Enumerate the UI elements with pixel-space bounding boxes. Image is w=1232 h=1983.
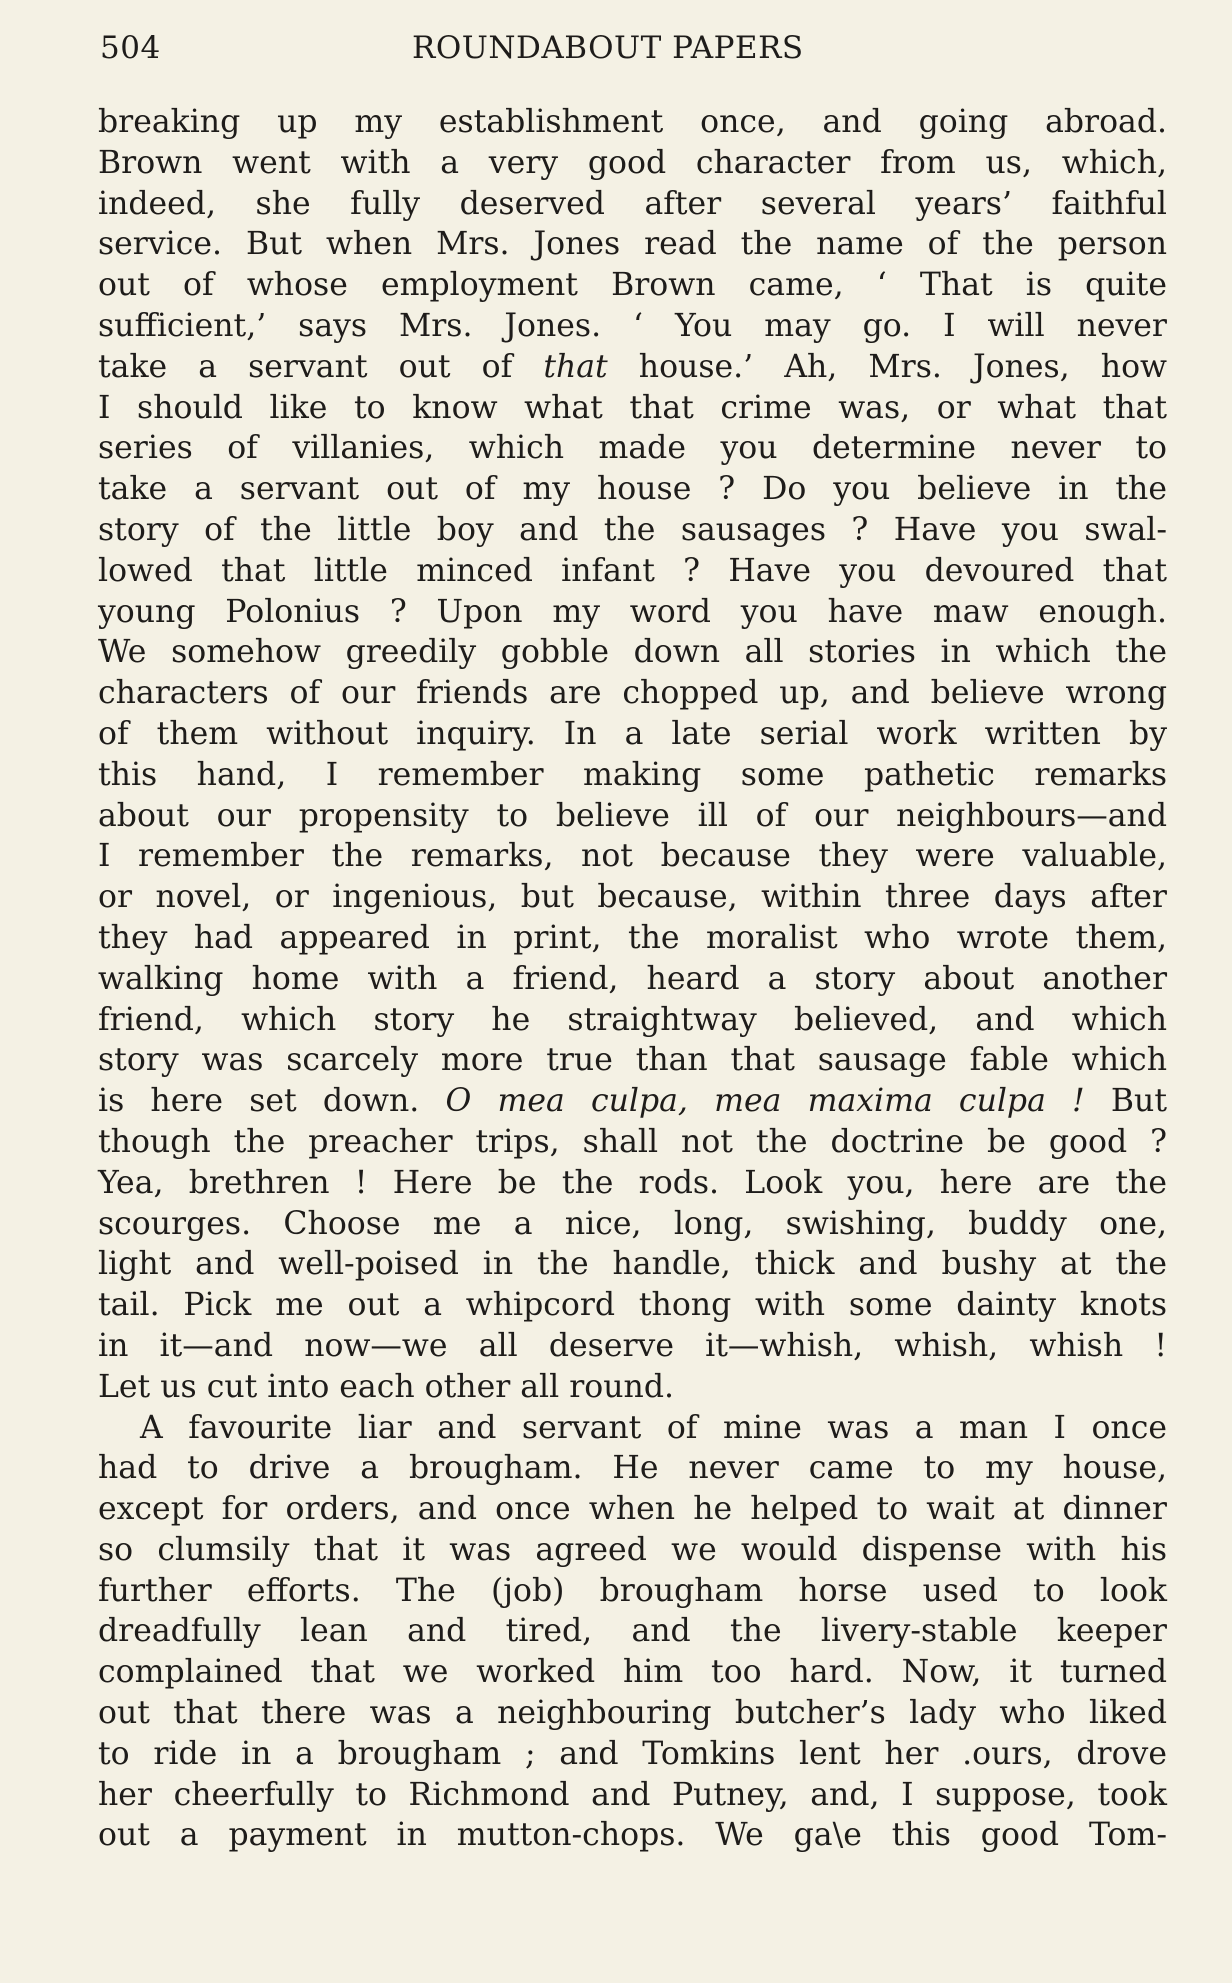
text-line: they had appeared in print, the moralist who wrote them, (98, 919, 1167, 956)
text-line: complained that we worked him too hard. Now, it turned (98, 1654, 1167, 1691)
text-line: her cheerfully to Richmond and Putney, and, I suppose, took (98, 1776, 1167, 1813)
italic-text: that (543, 348, 608, 385)
text-line: I should like to know what that crime was, or what that (98, 389, 1167, 426)
text-line: take a servant out of that house.’ Ah, Mrs. Jones, how (98, 348, 1167, 385)
text-line: Let us cut into each other all round. (98, 1368, 674, 1405)
text-line: is here set down. O mea culpa, mea maxima culpa ! But (98, 1083, 1167, 1120)
text-line: story was scarcely more true than that sausage fable which (98, 1042, 1167, 1079)
text-line: We somehow greedily gobble down all stories in which the (98, 634, 1167, 671)
text-line: had to drive a brougham. He never came to my house, (98, 1450, 1167, 1487)
text-line: or novel, or ingenious, but because, within three days after (98, 879, 1167, 916)
text-line: story of the little boy and the sausages ? Have you swal- (98, 511, 1167, 548)
page-number: 504 (100, 30, 161, 66)
text-line: dreadfully lean and tired, and the livery-stable keeper (98, 1613, 1167, 1650)
text-line: out of whose employment Brown came, ‘ That is quite (98, 267, 1167, 304)
text-line: lowed that little minced infant ? Have you devoured that (98, 552, 1167, 589)
body-text (98, 102, 1167, 1856)
text-line: about our propensity to believe ill of our neighbours—and (98, 797, 1167, 834)
text-line: service. But when Mrs. Jones read the name of the person (98, 226, 1167, 263)
text-line: young Polonius ? Upon my word you have maw enough. (98, 593, 1167, 630)
text-line: I remember the remarks, not because they were valuable, (98, 838, 1167, 875)
text-line: out that there was a neighbouring butcher’s lady who liked (98, 1695, 1167, 1732)
text-line: indeed, she fully deserved after several years’ faithful (98, 185, 1167, 222)
text-line: except for orders, and once when he helped to wait at dinner (98, 1491, 1167, 1528)
text-line: take a servant out of my house ? Do you believe in the (98, 471, 1167, 508)
running-head (100, 26, 1168, 70)
text-line: so clumsily that it was agreed we would dispense with his (98, 1531, 1167, 1568)
text-line: this hand, I remember making some pathetic remarks (98, 756, 1167, 793)
text-line: Brown went with a very good character from us, which, (98, 144, 1167, 181)
text-line: though the preacher trips, shall not the doctrine be good ? (98, 1123, 1167, 1160)
text-line: to ride in a brougham ; and Tomkins lent her .ours, drove (98, 1735, 1167, 1772)
text-line: walking home with a friend, heard a story about another (98, 960, 1167, 997)
text-line: sufficient,’ says Mrs. Jones. ‘ You may go. I will never (98, 307, 1167, 344)
text-line: characters of our friends are chopped up, and believe wrong (98, 675, 1167, 712)
text-line: in it—and now—we all deserve it—whish, whish, whish ! (98, 1327, 1167, 1364)
text-line: Yea, brethren ! Here be the rods. Look you, here are the (98, 1164, 1167, 1201)
text-line: light and well-poised in the handle, thick and bushy at the (98, 1246, 1167, 1283)
text-line: friend, which story he straightway believed, and which (98, 1001, 1167, 1038)
text-line: further efforts. The (job) brougham horse used to look (98, 1572, 1167, 1609)
text-line: of them without inquiry. In a late serial work written by (98, 715, 1167, 752)
text-line: out a payment in mutton-chops. We ga\e this good Tom- (98, 1817, 1167, 1854)
text-line: scourges. Choose me a nice, long, swishing, buddy one, (98, 1205, 1167, 1242)
text-line: A favourite liar and servant of mine was a man I once (140, 1409, 1167, 1446)
text-line: breaking up my establishment once, and going abroad. (98, 104, 1167, 140)
italic-text: O mea culpa, mea maxima culpa ! (445, 1083, 1085, 1120)
text-line: tail. Pick me out a whipcord thong with some dainty knots (98, 1287, 1167, 1324)
text-line: series of villanies, which made you determine never to (98, 430, 1167, 467)
running-title: ROUNDABOUT PAPERS (412, 30, 804, 66)
